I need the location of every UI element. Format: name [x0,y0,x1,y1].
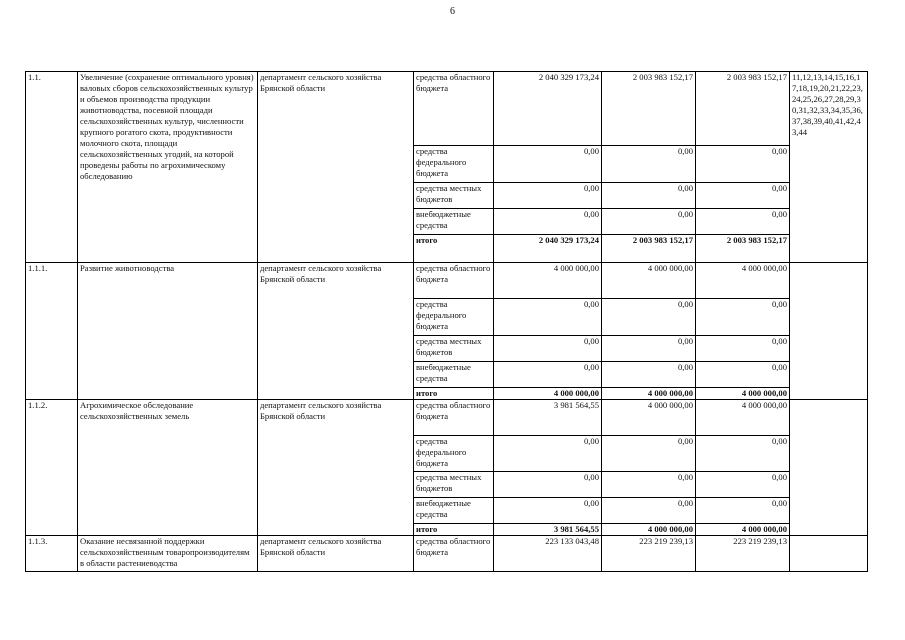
total-cell: 4 000 000,00 [696,524,790,536]
value-cell: 0,00 [696,472,790,498]
total-cell: 2 003 983 152,17 [696,235,790,263]
value-cell: 0,00 [696,336,790,362]
source-label: средства федерального бюджета [414,146,494,183]
value-cell: 223 219 239,13 [696,536,790,572]
value-cell: 0,00 [602,362,696,388]
source-label: итого [414,235,494,263]
value-cell: 2 003 983 152,17 [696,72,790,146]
value-cell: 0,00 [602,299,696,336]
value-cell: 0,00 [494,146,602,183]
value-cell: 0,00 [602,498,696,524]
source-label: средства областного бюджета [414,263,494,299]
source-label: средства областного бюджета [414,72,494,146]
section-number: 1.1.2. [26,400,78,536]
value-cell: 0,00 [494,436,602,472]
total-cell: 2 003 983 152,17 [602,235,696,263]
section-name: Агрохимическое обследование сельскохозяйственных земель [78,400,258,536]
section-number: 1.1. [26,72,78,263]
value-cell: 0,00 [494,299,602,336]
value-cell: 0,00 [696,183,790,209]
value-cell: 0,00 [494,336,602,362]
value-cell: 0,00 [494,362,602,388]
section-name: Развитие животноводства [78,263,258,400]
value-cell: 0,00 [602,472,696,498]
source-label: средства местных бюджетов [414,336,494,362]
total-cell: 3 981 564,55 [494,524,602,536]
total-cell: 4 000 000,00 [602,524,696,536]
value-cell: 4 000 000,00 [602,400,696,436]
value-cell: 223 133 043,48 [494,536,602,572]
value-cell: 0,00 [696,146,790,183]
source-label: внебюджетные средства [414,209,494,235]
source-label: итого [414,388,494,400]
source-label: итого [414,524,494,536]
indicator-numbers: 11,12,13,14,15,16,17,18,19,20,21,22,23,24,25,26,27,28,29,30,31,32,33,34,35,36,37,38,39,40,41,42,43,44 [790,72,868,263]
section-number: 1.1.1. [26,263,78,400]
value-cell: 0,00 [494,209,602,235]
value-cell: 3 981 564,55 [494,400,602,436]
value-cell: 0,00 [494,498,602,524]
source-label: средства федерального бюджета [414,299,494,336]
section-name: Увеличение (сохранение оптимального уровня) валовых сборов сельскохозяйственных культур и объемов производства продукции животноводства, посевной площади сельскохозяйственных культур, численности крупного рогатого скота, продуктивности молочного скота, площади сельскохозяйственных угодий, на которой проведены работы по агрохимическому обследованию [78,72,258,263]
table-row [26,400,868,436]
value-cell: 4 000 000,00 [696,263,790,299]
source-label: средства областного бюджета [414,536,494,572]
indicator-numbers [790,536,868,572]
value-cell: 0,00 [602,146,696,183]
total-cell: 4 000 000,00 [494,388,602,400]
value-cell: 4 000 000,00 [494,263,602,299]
section-name: Оказание несвязанной поддержки сельскохозяйственным товаропроизводителям в области растениеводства [78,536,258,572]
table-row [26,72,868,146]
section-executor: департамент сельского хозяйства Брянской области [258,263,414,400]
table-row [26,536,868,572]
value-cell: 0,00 [602,209,696,235]
value-cell: 4 000 000,00 [602,263,696,299]
source-label: средства областного бюджета [414,400,494,436]
value-cell: 0,00 [602,436,696,472]
section-number: 1.1.3. [26,536,78,572]
section-executor: департамент сельского хозяйства Брянской области [258,72,414,263]
source-label: средства федерального бюджета [414,436,494,472]
value-cell: 0,00 [696,209,790,235]
value-cell: 0,00 [494,472,602,498]
program-table [25,71,868,572]
value-cell: 4 000 000,00 [696,400,790,436]
total-cell: 2 040 329 173,24 [494,235,602,263]
value-cell: 2 040 329 173,24 [494,72,602,146]
total-cell: 4 000 000,00 [696,388,790,400]
value-cell: 0,00 [494,183,602,209]
value-cell: 0,00 [696,362,790,388]
source-label: внебюджетные средства [414,362,494,388]
total-cell: 4 000 000,00 [602,388,696,400]
table-row [26,263,868,299]
section-executor: департамент сельского хозяйства Брянской области [258,536,414,572]
value-cell: 0,00 [696,299,790,336]
indicator-numbers [790,263,868,400]
page-number: 6 [450,6,455,17]
source-label: внебюджетные средства [414,498,494,524]
value-cell: 0,00 [696,498,790,524]
value-cell: 0,00 [602,336,696,362]
value-cell: 0,00 [696,436,790,472]
value-cell: 223 219 239,13 [602,536,696,572]
indicator-numbers [790,400,868,536]
source-label: средства местных бюджетов [414,183,494,209]
source-label: средства местных бюджетов [414,472,494,498]
value-cell: 2 003 983 152,17 [602,72,696,146]
value-cell: 0,00 [602,183,696,209]
section-executor: департамент сельского хозяйства Брянской области [258,400,414,536]
